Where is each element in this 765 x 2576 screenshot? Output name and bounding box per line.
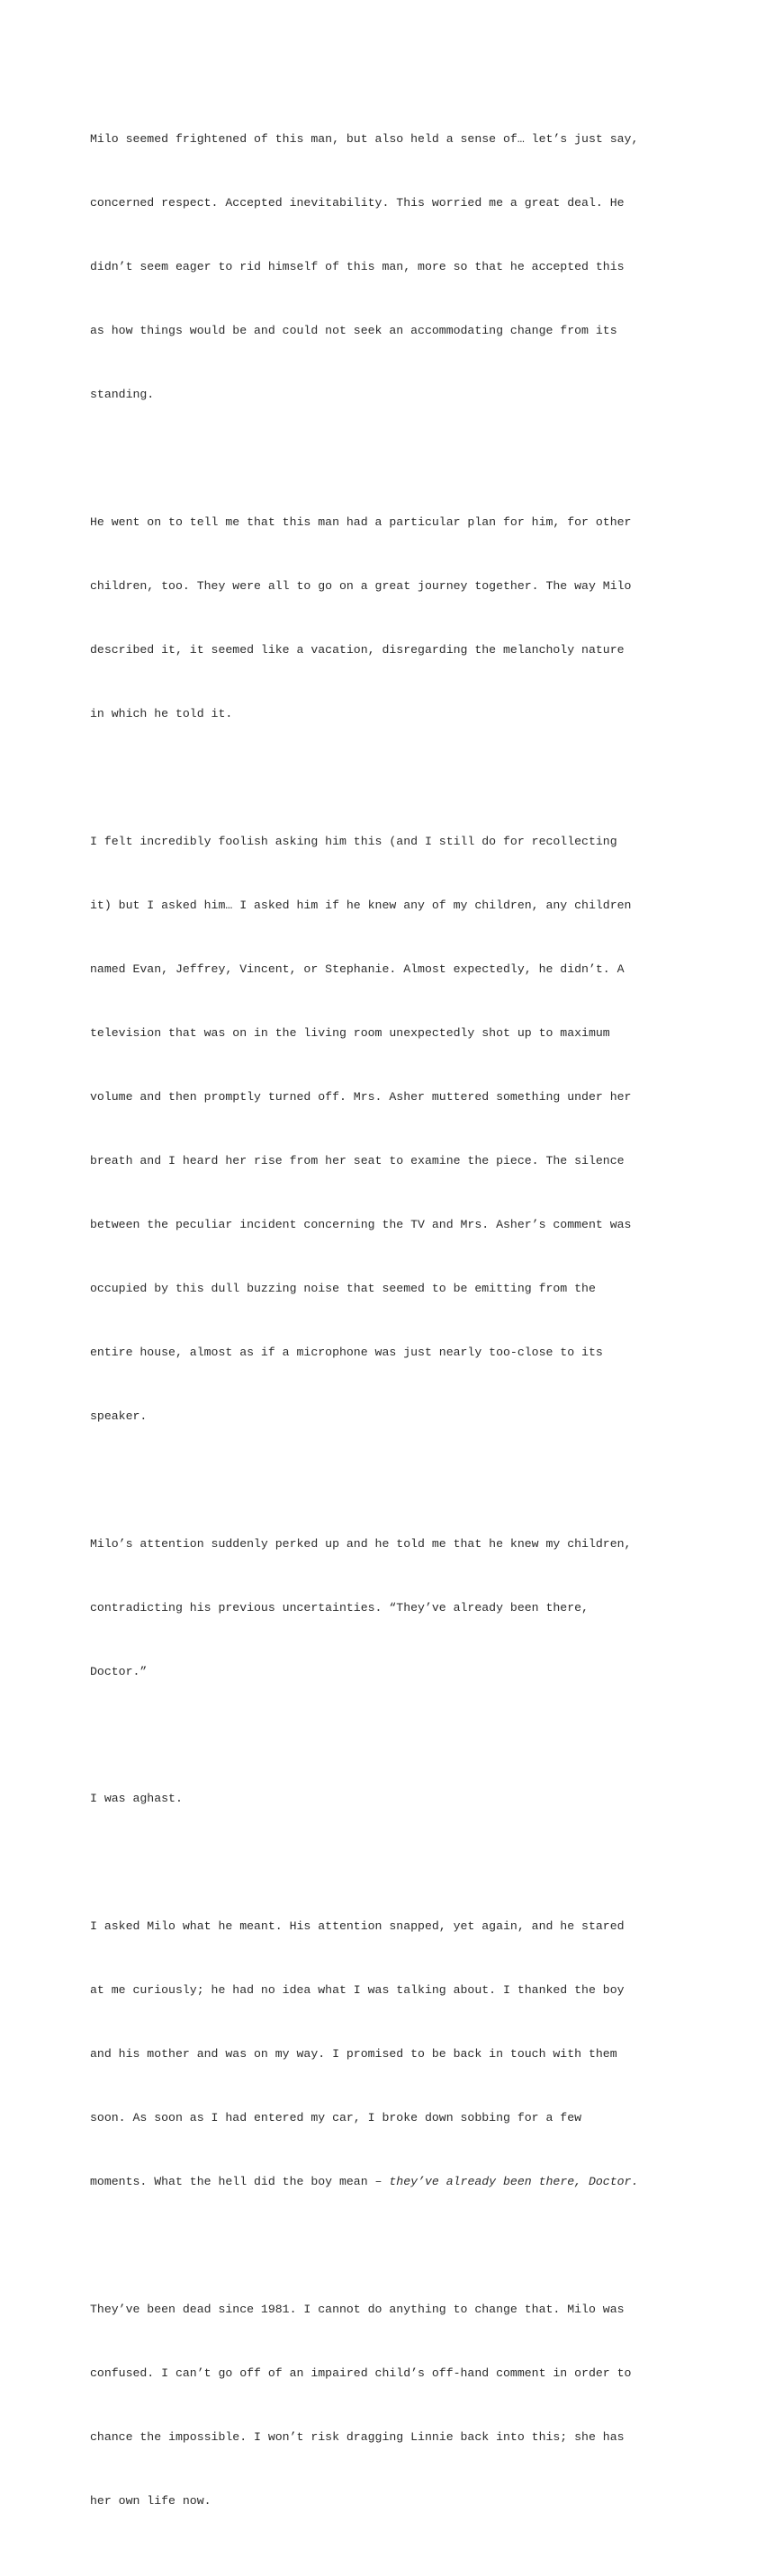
text-line: between the peculiar incident concerning the TV and Mrs. Asher’s comment was	[90, 1217, 632, 1231]
text-line: didn’t seem eager to rid himself of this man, more so that he accepted this	[90, 260, 625, 274]
text-plain: moments. What the hell did the boy mean –	[90, 2175, 390, 2189]
text-line: and his mother and was on my way. I promised to be back in touch with them	[90, 2047, 617, 2062]
paragraph-2	[90, 470, 702, 767]
text-line: Doctor.”	[90, 1664, 148, 1678]
text-line: They’ve been dead since 1981. I cannot do anything to change that. Milo was	[90, 2303, 625, 2317]
text-line: I felt incredibly foolish asking him this (and I still do for recollecting	[90, 834, 617, 848]
text-line: entire house, almost as if a microphone was just nearly too-close to its	[90, 1345, 603, 1359]
text-line: television that was on in the living room unexpectedly shot up to maximum	[90, 1025, 610, 1040]
text-line: it) but I asked him… I asked him if he knew any of my children, any children	[90, 898, 632, 912]
text-line: her own life now.	[90, 2494, 212, 2509]
text-line: contradicting his previous uncertainties. “They’ve already been there,	[90, 1600, 589, 1614]
text-line: as how things would be and could not seek an accommodating change from its	[90, 324, 617, 338]
text-line: children, too. They were all to go on a great journey together. The way Milo	[90, 579, 632, 594]
text-line: Milo seemed frightened of this man, but also held a sense of… let’s just say,	[90, 132, 639, 147]
text-line: in which he told it.	[90, 707, 233, 721]
paragraph-7	[90, 2257, 702, 2554]
text-line: speaker.	[90, 1409, 148, 1423]
text-line: described it, it seemed like a vacation, disregarding the melancholy nature	[90, 643, 625, 657]
text-line: occupied by this dull buzzing noise that seemed to be emitting from the	[90, 1281, 596, 1295]
text-line: He went on to tell me that this man had a particular plan for him, for other	[90, 515, 632, 530]
paragraph-3	[90, 789, 702, 1470]
paragraph-1	[90, 86, 702, 448]
text-line: at me curiously; he had no idea what I was talking about. I thanked the boy	[90, 1983, 625, 1998]
text-line: breath and I heard her rise from her seat to examine the piece. The silence	[90, 1153, 625, 1167]
text-line: Milo’s attention suddenly perked up and he told me that he knew my children,	[90, 1536, 632, 1551]
text-line: chance the impossible. I won’t risk dragging Linnie back into this; she has	[90, 2430, 625, 2445]
text-line	[90, 2171, 702, 2193]
document-page	[90, 86, 702, 2576]
text-line: I was aghast.	[90, 1792, 183, 1806]
text-line: named Evan, Jeffrey, Vincent, or Stephanie. Almost expectedly, he didn’t. A	[90, 962, 625, 976]
text-line: concerned respect. Accepted inevitability. This worried me a great deal. He	[90, 196, 625, 210]
paragraph-4	[90, 1490, 702, 1724]
text-line: I asked Milo what he meant. His attention snapped, yet again, and he stared	[90, 1919, 625, 1934]
text-line: volume and then promptly turned off. Mrs. Asher muttered something under her	[90, 1089, 632, 1104]
paragraph-6	[90, 1874, 702, 2235]
paragraph-5	[90, 1746, 702, 1852]
text-line: standing.	[90, 388, 155, 402]
text-line: confused. I can’t go off of an impaired child’s off-hand comment in order to	[90, 2366, 632, 2381]
text-line: soon. As soon as I had entered my car, I broke down sobbing for a few	[90, 2111, 582, 2125]
text-italic-quote: they’ve already been there, Doctor.	[389, 2175, 639, 2189]
